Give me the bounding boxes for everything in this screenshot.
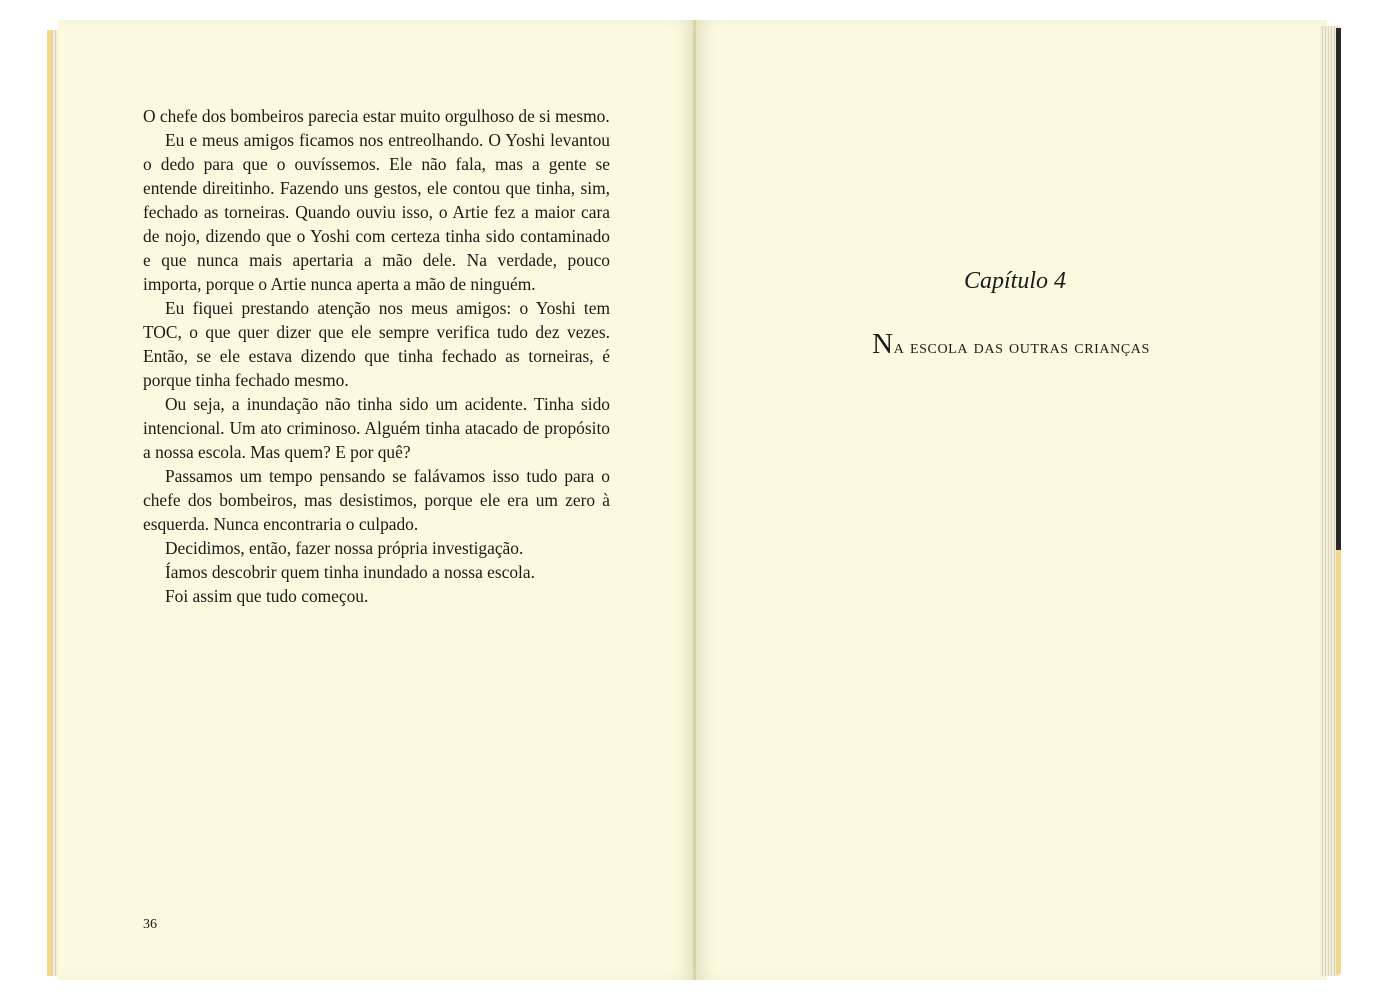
paragraph: Eu e meus amigos ficamos nos entreolhando. O Yoshi levantou o dedo para que o ouvíssemos. Ele não fala, mas a gente se entende direitinho. Fazendo uns gestos, ele contou que tinha, sim, fechado as torneiras. Quando ouviu isso, o Artie fez a maior cara de nojo, dizendo que o Yoshi com certeza tinha sido contaminado e que nunca mais apertaria a mão dele. Na verdade, pouco importa, porque o Artie nunca aperta a mão de ninguém. (143, 130, 610, 294)
paragraph: Decidimos, então, fazer nossa própria investigação. (165, 538, 524, 558)
page-number: 36 (143, 917, 157, 932)
right-edge-color-band (1336, 550, 1341, 974)
left-page-body-text (143, 104, 610, 608)
chapter-title-rest: a escola das outras crianças (893, 336, 1150, 358)
right-page (695, 20, 1327, 980)
chapter-title (700, 328, 1322, 361)
paragraph: Foi assim que tudo começou. (165, 586, 369, 606)
paragraph: Eu fiquei prestando atenção nos meus amigos: o Yoshi tem TOC, o que quer dizer que ele sempre verifica tudo dez vezes. Então, se ele estava dizendo que tinha fechado as torneiras, é porque tinha fechado mesmo. (143, 298, 610, 390)
chapter-label: Capítulo 4 (963, 268, 1066, 294)
paragraph: Passamos um tempo pensando se falávamos isso tudo para o chefe dos bombeiros, mas desistimos, porque ele era um zero à esquerda. Nunca encontraria o culpado. (143, 466, 610, 534)
paragraph: Ou seja, a inundação não tinha sido um acidente. Tinha sido intencional. Um ato criminoso. Alguém tinha atacado de propósito a nossa escola. Mas quem? E por quê? (143, 394, 610, 462)
chapter-title-initial: N (872, 328, 894, 360)
paragraph: Íamos descobrir quem tinha inundado a nossa escola. (165, 562, 535, 582)
left-edge-color-band (47, 30, 52, 976)
right-edge-dark-band (1336, 28, 1341, 550)
book-gutter (693, 20, 696, 980)
paragraph: O chefe dos bombeiros parecia estar muito orgulhoso de si mesmo. (143, 106, 610, 126)
